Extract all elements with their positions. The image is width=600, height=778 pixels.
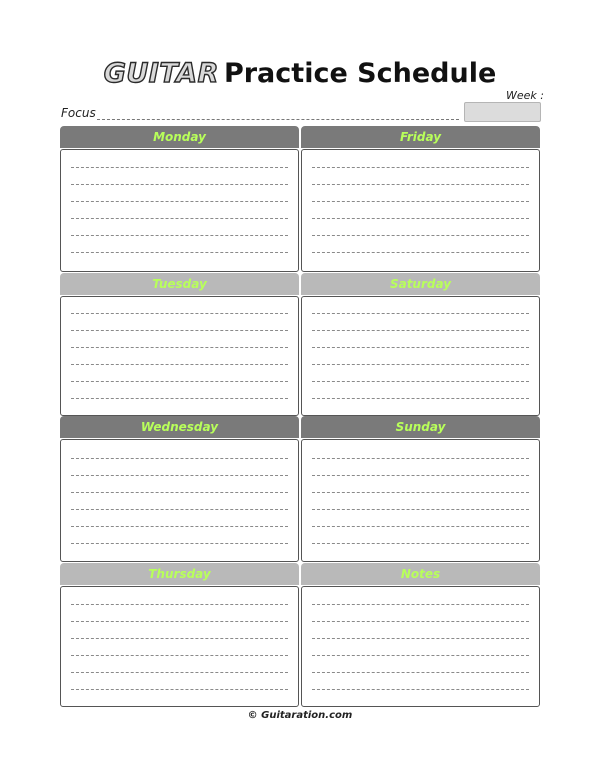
day-header-thursday: Thursday xyxy=(60,563,299,585)
day-box-saturday[interactable] xyxy=(301,296,540,416)
day-header-tuesday: Tuesday xyxy=(60,273,299,295)
title-guitar: GUITAR xyxy=(103,58,219,89)
day-box-tuesday[interactable] xyxy=(60,296,299,416)
focus-field[interactable] xyxy=(97,119,459,120)
focus-label: Focus xyxy=(61,106,96,120)
day-box-thursday[interactable] xyxy=(60,586,299,707)
day-header-friday: Friday xyxy=(301,126,540,148)
title-practice-schedule: Practice Schedule xyxy=(223,58,497,89)
day-header-saturday: Saturday xyxy=(301,273,540,295)
page-title xyxy=(0,58,600,89)
day-box-monday[interactable] xyxy=(60,149,299,272)
day-box-sunday[interactable] xyxy=(301,439,540,562)
day-header-wednesday: Wednesday xyxy=(60,416,299,438)
day-box-wednesday[interactable] xyxy=(60,439,299,562)
day-header-notes: Notes xyxy=(301,563,540,585)
day-header-monday: Monday xyxy=(60,126,299,148)
week-field[interactable] xyxy=(464,102,541,122)
week-label: Week : xyxy=(506,89,544,102)
footer-credit: © Guitaration.com xyxy=(247,710,353,721)
day-header-sunday: Sunday xyxy=(301,416,540,438)
day-box-friday[interactable] xyxy=(301,149,540,272)
notes-box[interactable] xyxy=(301,586,540,707)
